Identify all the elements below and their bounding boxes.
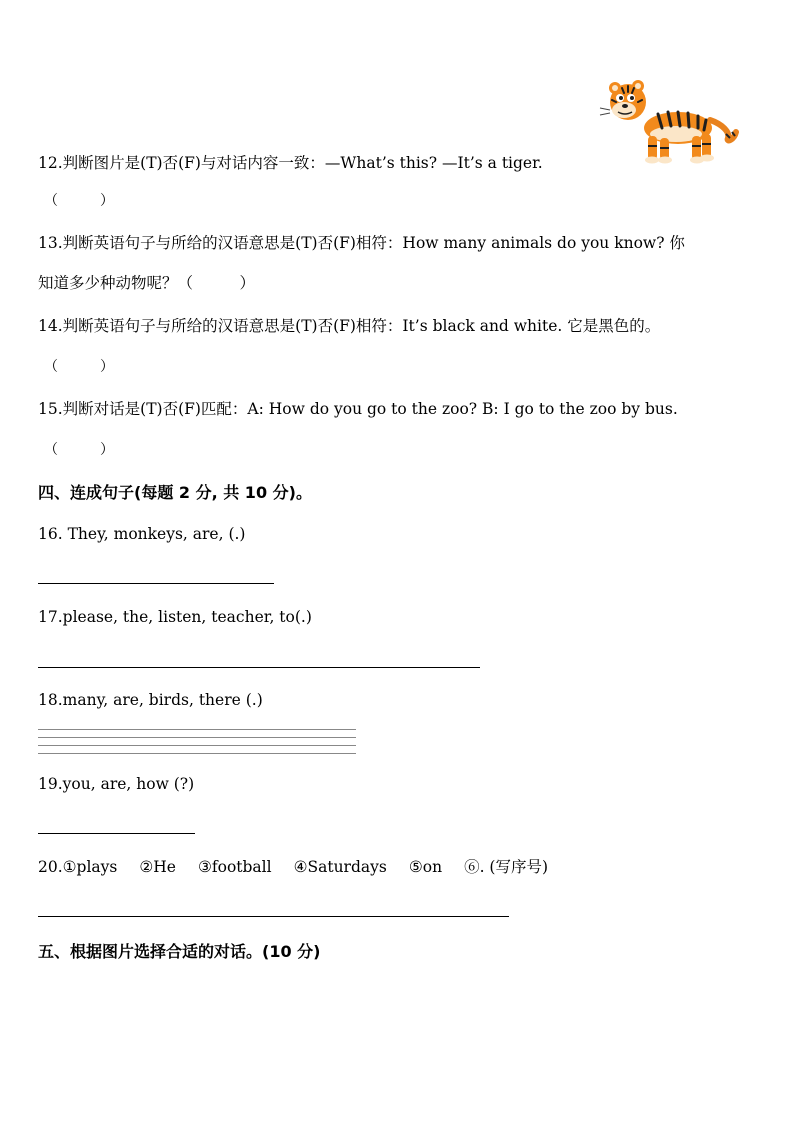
tiger-illustration	[598, 80, 740, 166]
question-18-text: 18.many, are, birds, there (.)	[38, 691, 263, 709]
question-12-text: 12.判断图片是(T)否(F)与对话内容一致：—What’s this? —It’s a tiger.	[38, 154, 543, 172]
question-20-prefix: 20.	[38, 858, 63, 876]
question-15-answer-blank[interactable]: （ ）	[44, 442, 114, 458]
question-17-text: 17.please, the, listen, teacher, to(.)	[38, 608, 312, 626]
question-18-ruled-line[interactable]	[38, 729, 356, 730]
question-20-option: ⑥. (写序号)	[464, 858, 549, 876]
question-16-text: 16. They, monkeys, are, (.)	[38, 525, 246, 543]
question-18-ruled-line[interactable]	[38, 745, 356, 746]
section-5-heading: 五、根据图片选择合适的对话。(10 分)	[38, 942, 321, 961]
question-14-text: 14.判断英语句子与所给的汉语意思是(T)否(F)相符：It’s black and white. 它是黑色的。	[38, 317, 661, 335]
question-20-option: ③football	[197, 858, 272, 876]
question-16-answer-line[interactable]	[38, 583, 274, 584]
question-20-option: ⑤on	[408, 858, 443, 876]
question-20-text	[38, 857, 548, 877]
question-20-option: ④Saturdays	[293, 858, 387, 876]
question-20-option: ②He	[139, 858, 176, 876]
question-19-answer-line[interactable]	[38, 833, 195, 834]
question-20-option: ①plays	[62, 858, 118, 876]
question-18-ruled-line[interactable]	[38, 737, 356, 738]
question-19-text: 19.you, are, how (?)	[38, 775, 195, 793]
question-12-answer-blank[interactable]: （ ）	[44, 193, 114, 209]
question-13-line-2[interactable]: 知道多少种动物呢？（ ）	[38, 274, 256, 292]
question-13-line-1: 13.判断英语句子与所给的汉语意思是(T)否(F)相符：How many animals do you know? 你	[38, 234, 685, 252]
question-14-answer-blank[interactable]: （ ）	[44, 359, 114, 375]
question-18-ruled-line[interactable]	[38, 753, 356, 754]
question-20-answer-line[interactable]	[38, 916, 509, 917]
question-17-answer-line[interactable]	[38, 667, 480, 668]
question-15-text: 15.判断对话是(T)否(F)匹配：A: How do you go to the zoo? B: I go to the zoo by bus.	[38, 400, 678, 418]
section-4-heading: 四、连成句子(每题 2 分, 共 10 分)。	[38, 483, 312, 502]
